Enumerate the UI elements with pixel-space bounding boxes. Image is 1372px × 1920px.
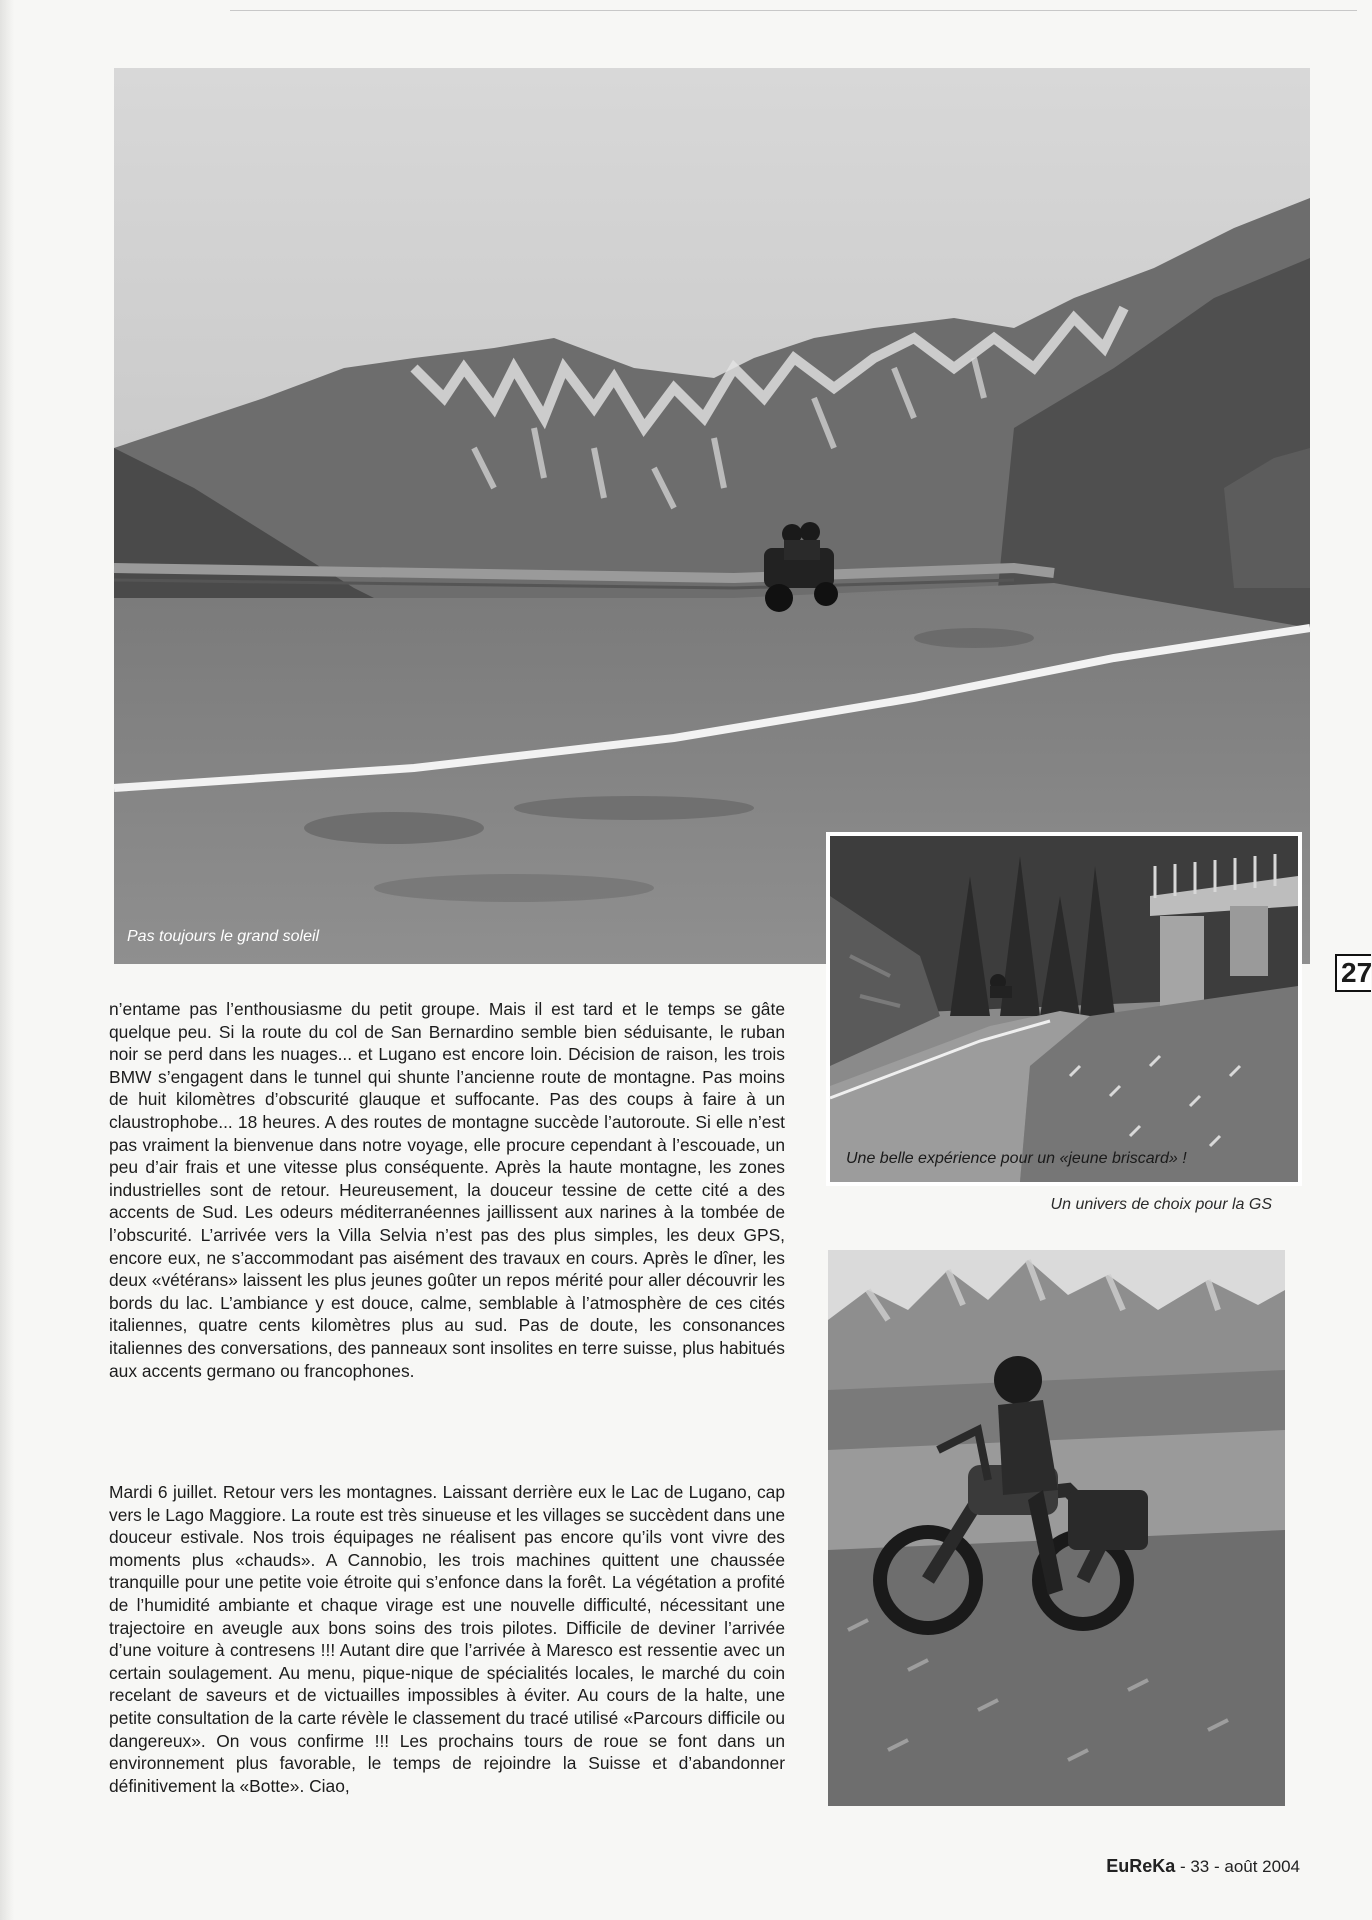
page-edge-shadow — [0, 0, 14, 1920]
article-paragraph-2 — [109, 1481, 785, 1797]
forest-road-photo — [826, 832, 1302, 1186]
magazine-brand: EuReKa — [1106, 1856, 1176, 1876]
gs-photo-caption: Un univers de choix pour la GS — [1050, 1196, 1272, 1213]
page-footer — [1106, 1856, 1300, 1877]
mountain-road-photo — [114, 68, 1310, 964]
article-paragraph-1 — [109, 998, 785, 1382]
gs-motorcycle-photo — [828, 1250, 1285, 1806]
forest-photo-caption: Une belle expérience pour un «jeune briscard» ! — [846, 1150, 1187, 1167]
main-photo-caption: Pas toujours le grand soleil — [127, 928, 320, 945]
article-text-2: Mardi 6 juillet. Retour vers les montagnes. Laissant derrière eux le Lac de Lugano, cap vers le Lago Maggiore. La route est très sinueuse et les villages se succèdent dans une douceur estivale. Nos trois équipages ne réalisent pas encore qu’ils vont vivre des moments plus «chauds». A Cannobio, les trois machines quittent une chaussée tranquille pour une petite voie étroite qui s’enfonce dans la forêt. La végétation a profité de l’humidité ambiante et chaque virage est une nouvelle difficulté, nécessitant une trajectoire en aveugle aux bons soins des trois pilotes. Difficile de deviner l’arrivée d’une voiture à contresens !!! Autant dire que l’arrivée à Maresco est ressentie avec un certain soulagement. Au menu, pique-nique de spécialités locales, le marché du coin recelant de saveurs et de victuailles impossibles à éviter. Au cours de la halte, une petite consultation de la carte révèle le classement du tracé utilisé «Parcours difficile ou dangereux». On vous confirme !!! Les prochains tours de roue se font dans un environnement plus favorable, le temps de rejoindre la Suisse et d’abandonner définitivement la «Botte». Ciao, — [109, 1482, 785, 1796]
footer-separator-2: - — [1209, 1857, 1225, 1876]
footer-date: août 2004 — [1224, 1857, 1300, 1876]
page-tab-number: 27 — [1335, 954, 1371, 992]
top-rule — [230, 10, 1357, 11]
footer-page-number: 33 — [1190, 1857, 1210, 1876]
footer-separator: - — [1175, 1857, 1191, 1876]
article-text-1: n’entame pas l’enthousiasme du petit groupe. Mais il est tard et le temps se gâte quelque peu. Si la route du col de San Bernardino semble bien séduisante, le ruban noir se perd dans les nuages... et Lugano est encore loin. Décision de raison, les trois BMW s’engagent dans le tunnel qui shunte l’ancienne route de montagne. Pas moins de huit kilomètres d’obscurité glauque et suffocante. Pas des coups à faire à un claustrophobe... 18 heures. A des routes de montagne succède l’autoroute. Si elle n’est pas vraiment la bienvenue dans notre voyage, elle procure cependant à l’escouade, un peu d’air frais et une vitesse plus conséquente. Après la haute montagne, les zones industrielles sont de retour. Heureusement, la douceur tessine de cette cité a des accents de Sud. Les odeurs méditerranéennes jaillissent aux narines à la tombée de l’obscurité. L’arrivée vers la Villa Selvia n’est pas des plus simples, les deux GPS, encore eux, ne s’accommodant pas aisément des travaux en cours. Après le dîner, les deux «vétérans» laissent les plus jeunes goûter un repos mérité pour aller découvrir les bords du lac. L’ambiance y est douce, calme, semblable à l’atmosphère de ces cités italiennes, quatre cents kilomètres plus au sud. Pas de doute, les consonances italiennes des conversations, des panneaux sont insolites en terre suisse, plus habitués aux accents germano ou francophones. — [109, 999, 785, 1381]
